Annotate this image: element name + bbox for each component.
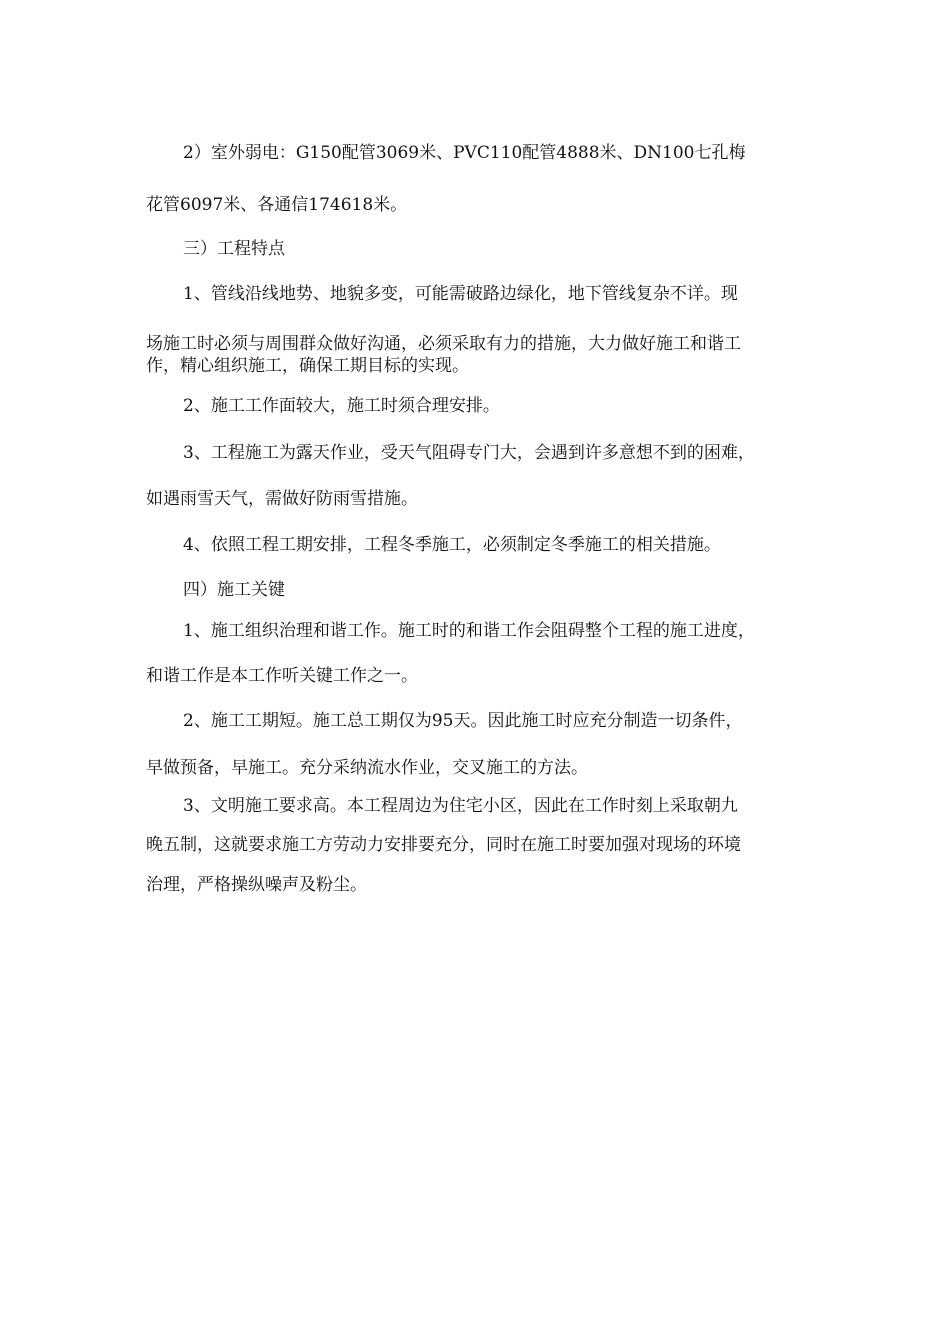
text-line: 3、工程施工为露天作业，受天气阻碍专门大，会遇到许多意想不到的困难， [183, 443, 755, 463]
text-line: 早做预备，早施工。充分采纳流水作业，交叉施工的方法。 [146, 758, 588, 778]
text-line: 晚五制，这就要求施工方劳动力安排要充分，同时在施工时要加强对现场的环境 [146, 835, 741, 855]
text-line: 2、施工工作面较大，施工时须合理安排。 [183, 396, 500, 416]
text-line: 4、依照工程工期安排，工程冬季施工，必须制定冬季施工的相关措施。 [183, 535, 721, 555]
section-heading: 三）工程特点 [183, 239, 285, 259]
text-line: 如遇雨雪天气，需做好防雨雪措施。 [146, 489, 418, 509]
text-line: 花管6097米、各通信174618米。 [146, 195, 408, 215]
section-heading: 四）施工关键 [183, 580, 285, 600]
text-line: 2）室外弱电：G150配管3069米、PVC110配管4888米、DN100七孔梅 [183, 143, 746, 163]
text-line: 3、文明施工要求高。本工程周边为住宅小区，因此在工作时刻上采取朝九 [183, 796, 738, 816]
text-line: 场施工时必须与周围群众做好沟通，必须采取有力的措施，大力做好施工和谐工 [146, 334, 741, 354]
text-line: 和谐工作是本工作听关键工作之一。 [146, 666, 418, 686]
text-line: 治理，严格操纵噪声及粉尘。 [146, 875, 367, 895]
text-line: 作，精心组织施工，确保工期目标的实现。 [146, 356, 469, 376]
text-line: 1、管线沿线地势、地貌多变，可能需破路边绿化，地下管线复杂不详。现 [183, 284, 738, 304]
text-line: 1、施工组织治理和谐工作。施工时的和谐工作会阻碍整个工程的施工进度， [183, 621, 755, 641]
text-line: 2、施工工期短。施工总工期仅为95天。因此施工时应充分制造一切条件， [183, 711, 743, 731]
